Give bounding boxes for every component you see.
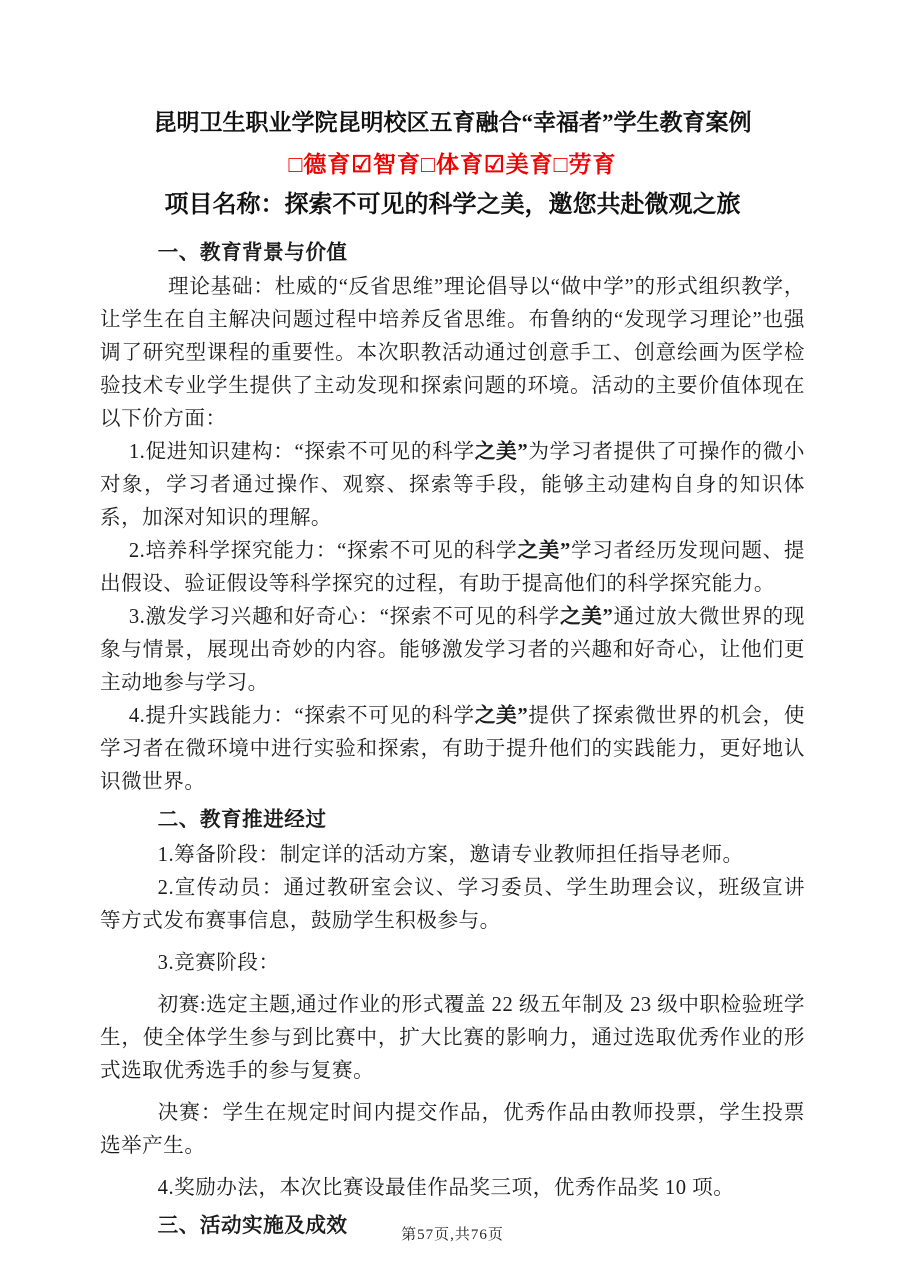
body-paragraph [100,1172,805,1205]
category-item-unchecked [421,152,484,177]
section-heading: 二、教育推进经过 [157,809,327,831]
body-paragraph [100,1097,805,1163]
document-title: 昆明卫生职业学院昆明校区五育融合“幸福者”学生教育案例 [153,110,752,135]
page-number: 第57页,共76页 [401,1227,504,1243]
paragraph-text: 3.激发学习兴趣和好奇心：“探索不可见的科学 [128,606,560,628]
unchecked-checkbox-icon: □ [553,152,569,177]
paragraph-text: 2.培养科学探究能力：“探索不可见的科学 [128,540,518,562]
paragraph-text: 4.奖励办法，本次比赛设最佳作品奖三项，优秀作品奖 10 项。 [157,1177,735,1199]
unchecked-checkbox-icon: □ [288,152,304,177]
section-heading: 一、教育背景与价值 [157,242,348,264]
checked-checkbox-icon: ☑ [351,152,374,177]
bold-emphasis: 之美” [474,705,529,727]
paragraph-text: 提供了探索微世界的机会，使学习者在微环境中进行实验和探索，有助于提升他们的实践能力，更好地认识微世界。 [100,705,806,793]
project-title: 项目名称：探索不可见的科学之美，邀您共赴微观之旅 [164,192,741,218]
category-label: 美育 [505,152,554,177]
unchecked-checkbox-icon: □ [421,152,436,177]
body-paragraph [100,947,805,980]
bold-emphasis: 之美” [474,441,529,463]
category-label: 体育 [435,152,484,177]
paragraph-text: 4.提升实践能力：“探索不可见的科学 [128,705,475,727]
paragraph-text: 理论基础：杜威的“反省思维”理论倡导以“做中学”的形式组织教学，让学生在自主解决问题过程中培养反省思维。布鲁纳的“发现学习理论”也强调了研究型课程的重要性。本次职教活动通过创意手工、创意绘画为医学检验技术专业学生提供了主动发现和探索问题的环境。活动的主要价值体现在以下价方面： [100,276,805,430]
category-item-checked [484,152,554,177]
checked-checkbox-icon: ☑ [483,152,506,177]
category-item-unchecked [554,152,617,177]
category-label: 智育 [373,152,422,177]
section-heading: 三、活动实施及成效 [157,1215,348,1237]
body-paragraph [100,989,805,1088]
body-paragraph [100,271,805,436]
five-education-checkbox-line [100,149,805,181]
body-paragraph [100,436,805,535]
document-body [100,237,805,1243]
bold-emphasis: 之美” [517,540,571,562]
body-paragraph [100,700,805,799]
body-paragraph [100,601,805,700]
paragraph-text: 为学习者提供了可操作的微小对象，学习者通过操作、观察、探索等手段，能够主动建构自身的知识体系，加深对知识的理解。 [100,441,806,529]
bold-emphasis: 之美” [559,606,614,628]
paragraph-text: 3.竞赛阶段： [157,952,280,974]
category-label: 劳育 [568,152,617,177]
paragraph-text: 通过放大微世界的现象与情景，展现出奇妙的内容。能够激发学习者的兴趣和好奇心，让他们更主动地参与学习。 [100,606,806,694]
body-paragraph [100,839,805,872]
body-paragraph [100,535,805,601]
paragraph-text: 学习者经历发现问题、提出假设、验证假设等科学探究的过程，有助于提高他们的科学探究能力。 [100,540,806,595]
category-item-unchecked [289,152,352,177]
paragraph-text: 1.促进知识建构：“探索不可见的科学 [128,441,475,463]
category-item-checked [351,152,421,177]
paragraph-text: 初赛:选定主题,通过作业的形式覆盖 22 级五年制及 23 级中职检验班学生，使全体学生参与到比赛中，扩大比赛的影响力，通过选取优秀作业的形式选取优秀选手的参与复赛。 [100,994,805,1082]
paragraph-text: 2.宣传动员：通过教研室会议、学习委员、学生助理会议，班级宣讲等方式发布赛事信息，鼓励学生积极参与。 [100,877,805,932]
paragraph-text: 决赛：学生在规定时间内提交作品，优秀作品由教师投票，学生投票选举产生。 [100,1102,805,1157]
body-paragraph [100,872,805,938]
paragraph-text: 1.筹备阶段：制定详的活动方案，邀请专业教师担任指导老师。 [157,844,744,866]
category-label: 德育 [303,152,352,177]
